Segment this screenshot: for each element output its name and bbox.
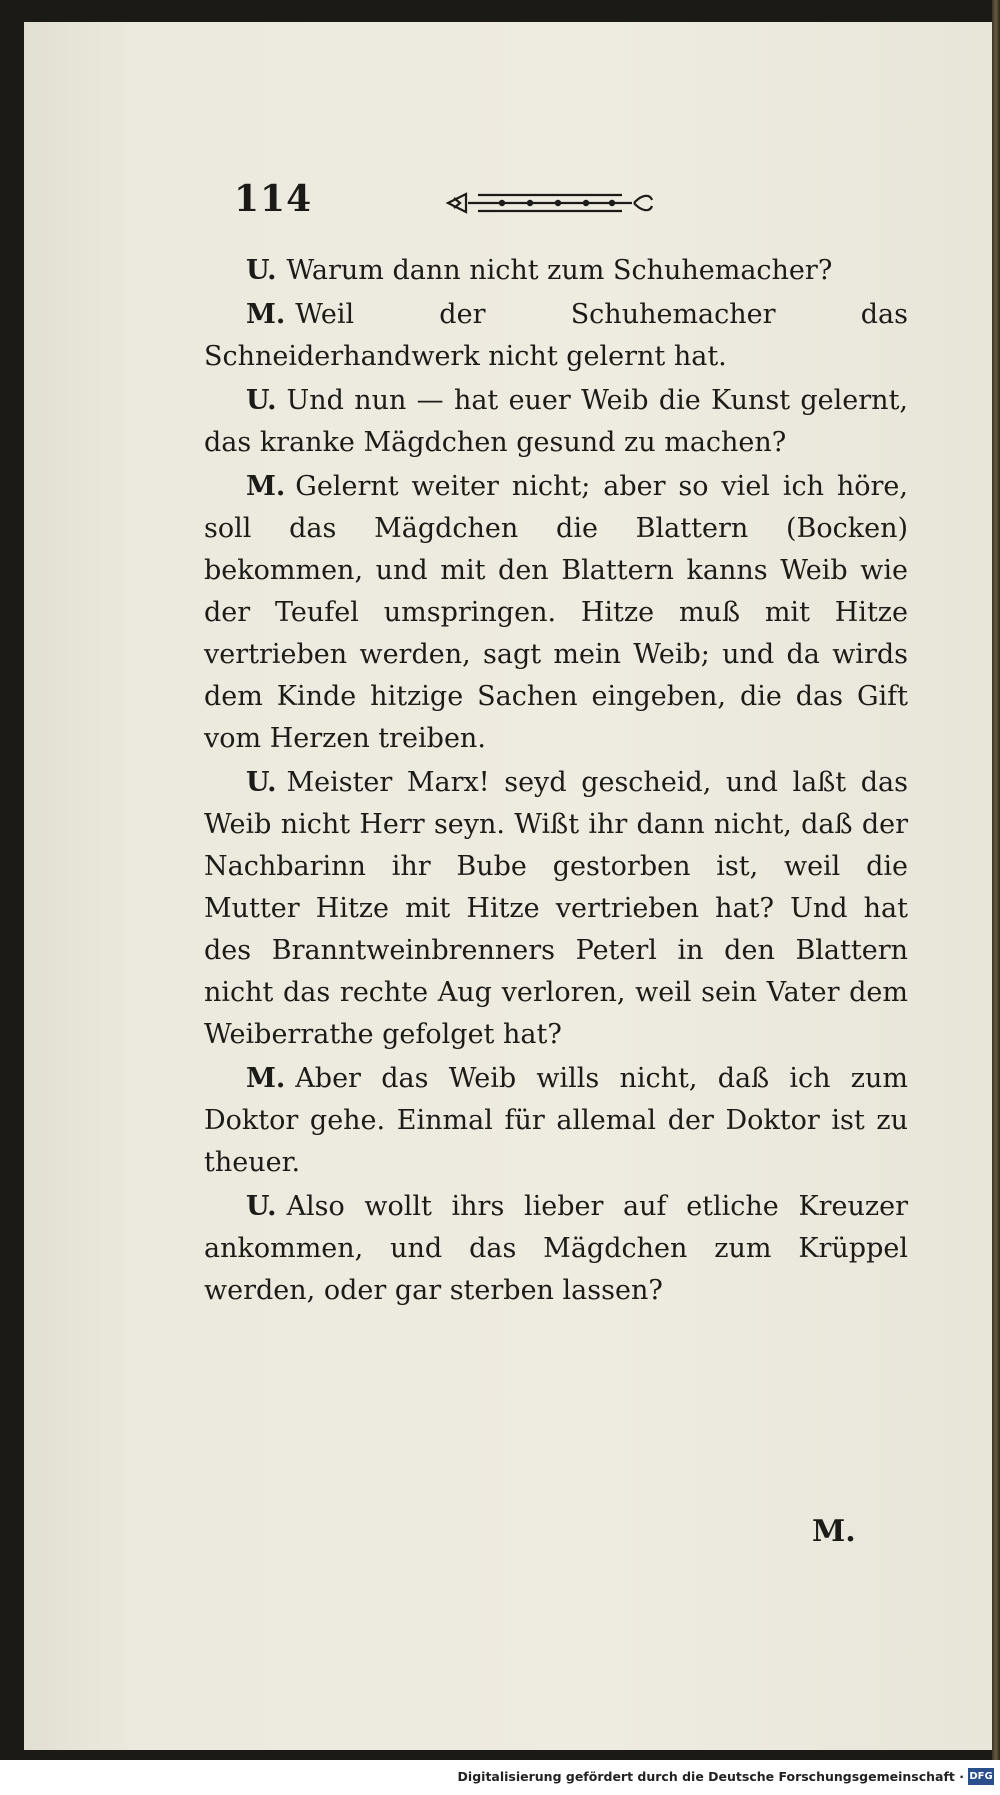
dialogue-paragraph [204,466,908,760]
page-header [24,170,992,230]
dialogue-paragraph [204,762,908,1056]
paragraph-text: Warum dann nicht zum Schuhemacher? [286,255,833,286]
speaker-label: M. [246,1063,286,1094]
paragraph-text: Weil der Schuhemacher das Schneiderhandwerk nicht gelernt hat. [204,299,908,372]
speaker-label: U. [246,767,277,798]
paragraph-text: Und nun — hat euer Weib die Kunst gelernt, das kranke Mägdchen gesund zu machen? [204,385,908,458]
book-edge [992,0,1000,1795]
dialogue-paragraph [204,250,908,292]
funding-credit: Digitalisierung gefördert durch die Deutsche Forschungsgemeinschaft · [457,1769,964,1784]
paragraph-text: Aber das Weib wills nicht, daß ich zum Doktor gehe. Einmal für allemal der Doktor ist zu theuer. [204,1063,908,1178]
paragraph-text: Gelernt weiter nicht; aber so viel ich höre, soll das Mägdchen die Blattern (Bocken) bekommen, und mit den Blattern kanns Weib wie der Teufel umspringen. Hitze muß mit Hitze vertrieben werden, sagt mein Weib; und da wirds dem Kinde hitzige Sachen eingeben, die das Gift vom Herzen treiben. [204,471,908,754]
speaker-label: U. [246,385,277,416]
page-number: 114 [234,178,313,220]
header-ornament [444,188,656,218]
book-page [24,22,992,1750]
speaker-label: U. [246,255,277,286]
speaker-label: M. [246,471,286,502]
text-body [204,250,908,1314]
dfg-logo: DFG [968,1768,994,1785]
dialogue-paragraph [204,1186,908,1312]
dialogue-paragraph [204,1058,908,1184]
paragraph-text: Meister Marx! seyd gescheid, und laßt das Weib nicht Herr seyn. Wißt ihr dann nicht, daß der Nachbarinn ihr Bube gestorben ist, weil die Mutter Hitze mit Hitze vertrieben hat? Und hat des Branntweinbrenners Peterl in den Blattern nicht das rechte Aug verloren, weil sein Vater dem Weiberrathe gefolget hat? [204,767,908,1050]
speaker-label: M. [246,299,286,330]
dialogue-paragraph [204,294,908,378]
dialogue-paragraph [204,380,908,464]
catchword: M. [812,1514,856,1549]
footer-bar [0,1760,1000,1795]
speaker-label: U. [246,1191,277,1222]
paragraph-text: Also wollt ihrs lieber auf etliche Kreuzer ankommen, und das Mägdchen zum Krüppel werden, oder gar sterben lassen? [204,1191,908,1306]
